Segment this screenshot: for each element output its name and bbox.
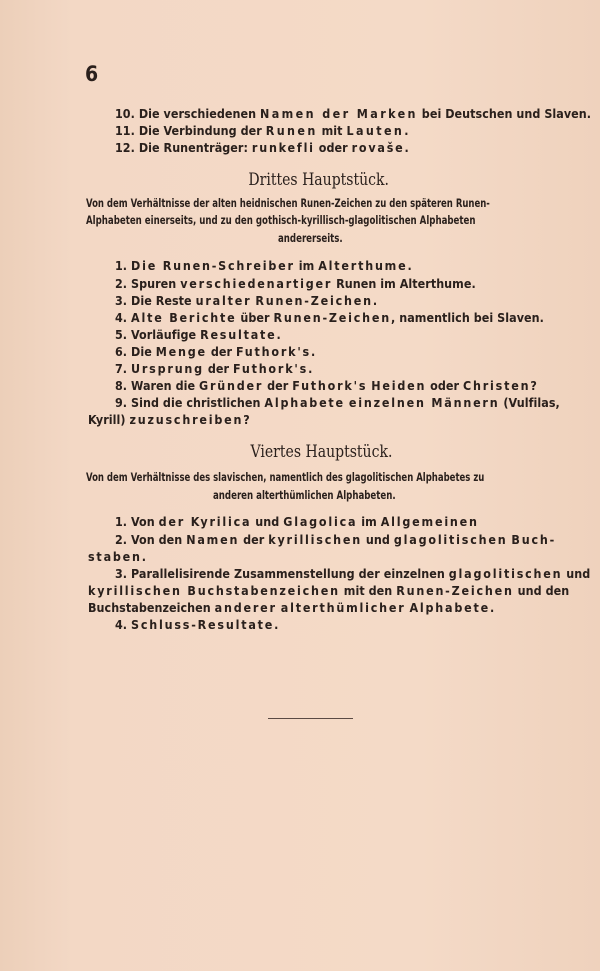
closing-rule <box>268 718 353 719</box>
section-description: Alphabeten einerseits, und zu den gothisch-kyrillisch-glagolitischen Alphabeten <box>86 213 476 227</box>
list-item: 6. Die Menge der Futhork's. <box>115 344 316 359</box>
list-item: 2. Spuren verschiedenartiger Runen im Alterthume. <box>115 276 476 291</box>
list-item: 11. Die Verbindung der Runen mit Lauten. <box>115 123 409 138</box>
section-description: Von dem Verhältnisse der alten heidnischen Runen-Zeichen zu den späteren Runen- <box>86 196 490 210</box>
list-item: 12. Die Runenträger: runkefli oder rovaše. <box>115 140 409 155</box>
list-item: 9. Sind die christlichen Alphabete einzelnen Männern (Vulfilas, <box>115 395 560 410</box>
section-heading: Viertes Hauptstück. <box>250 442 393 461</box>
list-item: 8. Waren die Gründer der Futhork's Heiden oder Christen? <box>115 378 537 393</box>
item-number: 11. <box>115 123 135 138</box>
section-description: andererseits. <box>278 231 343 245</box>
list-item-continuation: kyrillischen Buchstabenzeichen mit den Runen-Zeichen und den <box>88 583 570 598</box>
list-item: 10. Die verschiedenen Namen der Marken bei Deutschen und Slaven. <box>115 106 592 121</box>
list-item: 3. Die Reste uralter Runen-Zeichen. <box>115 293 378 308</box>
page-number: 6 <box>85 62 99 86</box>
list-item: 4. Alte Berichte über Runen-Zeichen, namentlich bei Slaven. <box>115 310 544 325</box>
item-number: 12. <box>115 140 135 155</box>
list-item-continuation: Buchstabenzeichen anderer alterthümlicher Alphabete. <box>88 600 495 615</box>
list-item: 7. Ursprung der Futhork's. <box>115 361 313 376</box>
list-item: 1. Die Runen-Schreiber im Alterthume. <box>115 258 412 273</box>
list-item: 4. Schluss-Resultate. <box>115 617 279 632</box>
list-item: 1. Von der Kyrilica und Glagolica im Allgemeinen <box>115 514 479 529</box>
section-description: Von dem Verhältnisse des slavischen, namentlich des glagolitischen Alphabetes zu <box>86 470 485 484</box>
list-item-continuation: staben. <box>88 549 148 564</box>
section-heading: Drittes Hauptstück. <box>248 170 389 189</box>
list-item: 2. Von den Namen der kyrillischen und glagolitischen Buch- <box>115 532 557 547</box>
list-item: 5. Vorläufige Resultate. <box>115 327 281 342</box>
item-number: 10. <box>115 106 135 121</box>
section-description: anderen alterthümlichen Alphabeten. <box>213 488 396 502</box>
list-item: 3. Parallelisirende Zusammenstellung der einzelnen glagolitischen und <box>115 566 591 581</box>
list-item-continuation: Kyrill) zuzuschreiben? <box>88 412 250 427</box>
